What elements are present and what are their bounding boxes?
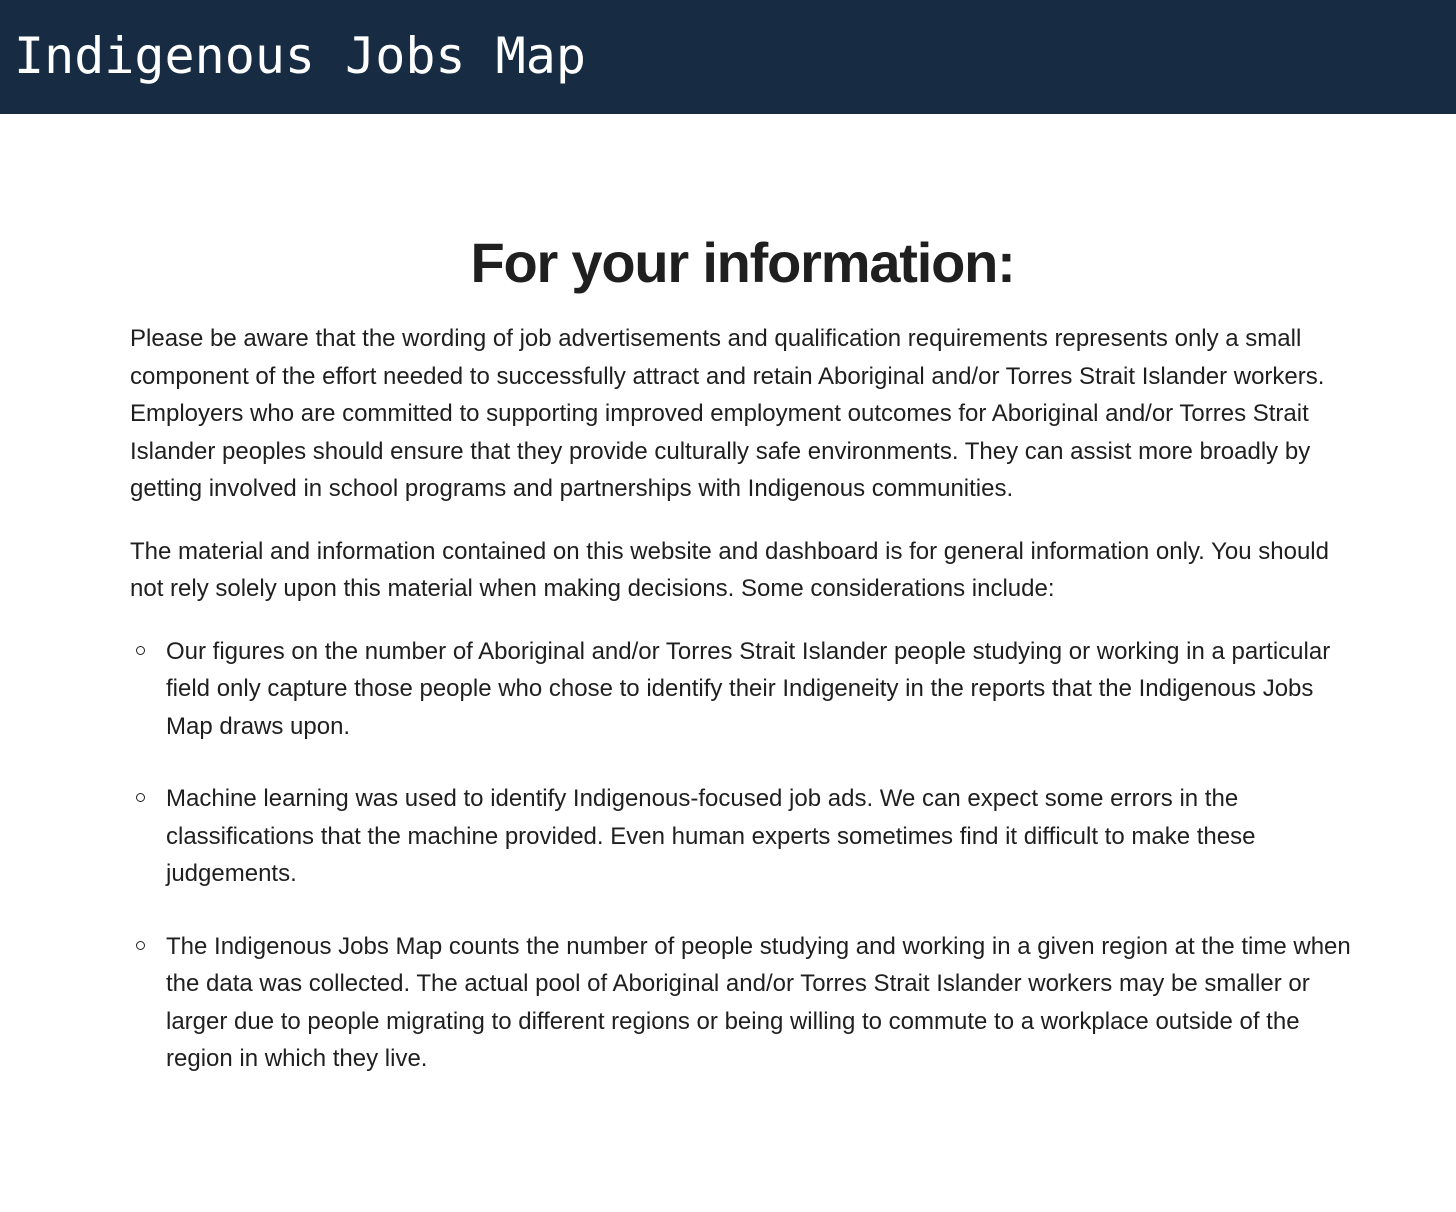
list-item-text: Our figures on the number of Aboriginal and/or Torres Strait Islander people studying or working in a particular field only capture those people who chose to identify their Indigeneity in the reports that the Indigenous Jobs Map draws upon.: [166, 637, 1331, 740]
list-item: [130, 928, 1355, 1078]
list-item: [130, 633, 1355, 746]
list-item-text: Machine learning was used to identify Indigenous-focused job ads. We can expect some errors in the classifications that the machine provided. Even human experts sometimes find it difficult to make these judgements.: [166, 785, 1256, 887]
page-title: For your information:: [470, 231, 1015, 294]
disclaimer-paragraph: The material and information contained on this website and dashboard is for general information only. You should not rely solely upon this material when making decisions. Some considerations include:: [130, 537, 1329, 602]
app-title: Indigenous Jobs Map: [14, 27, 586, 85]
info-section: [130, 226, 1355, 1113]
top-header-bar: [0, 0, 1456, 114]
hollow-circle-bullet-icon: [136, 793, 145, 802]
considerations-list: [130, 633, 1355, 1078]
hollow-circle-bullet-icon: [136, 646, 145, 655]
awareness-paragraph: Please be aware that the wording of job advertisements and qualification requirements represents only a small component of the effort needed to successfully attract and retain Aboriginal and/or Torres Strait Islander workers. Employers who are committed to supporting improved employment outcomes for Aboriginal and/or Torres Strait Islander peoples should ensure that they provide culturally safe environments. They can assist more broadly by getting involved in school programs and partnerships with Indigenous communities.: [130, 325, 1325, 502]
list-item-text: The Indigenous Jobs Map counts the number of people studying and working in a given region at the time when the data was collected. The actual pool of Aboriginal and/or Torres Strait Islander workers may be smaller or larger due to people migrating to different regions or being willing to commute to a workplace outside of the region in which they live.: [166, 932, 1351, 1072]
list-item: [130, 780, 1355, 893]
hollow-circle-bullet-icon: [136, 941, 145, 950]
